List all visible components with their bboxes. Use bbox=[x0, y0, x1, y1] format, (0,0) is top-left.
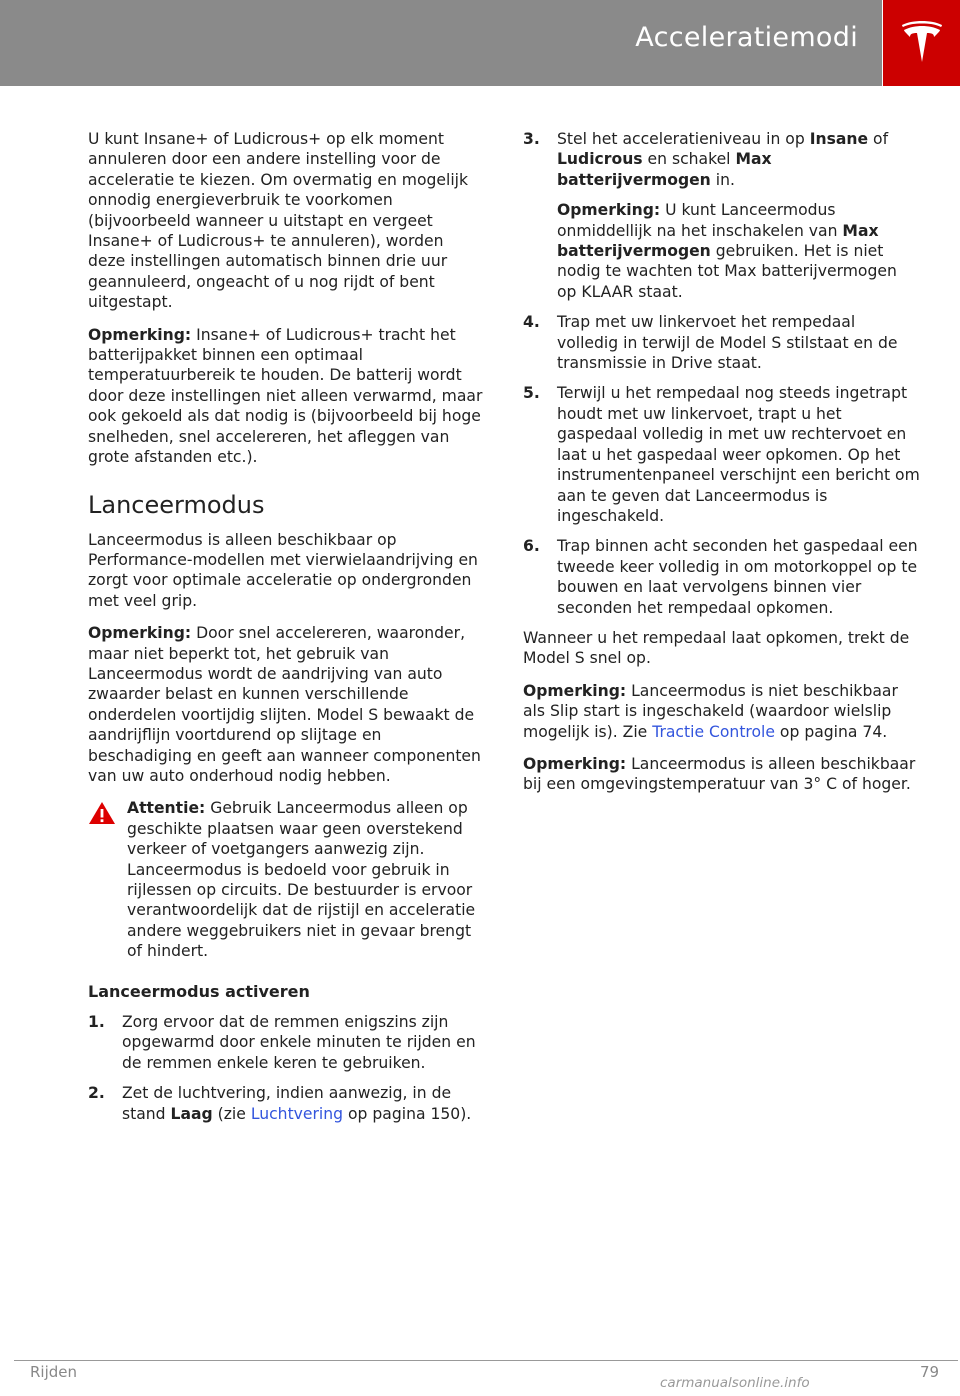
warning-triangle-icon bbox=[88, 801, 116, 825]
tesla-logo-icon bbox=[898, 18, 946, 68]
steps-list-continued bbox=[523, 129, 920, 618]
footer-page-number: 79 bbox=[920, 1363, 940, 1381]
note-paragraph: Opmerking: Lanceermodus is niet beschikbaar als Slip start is ingeschakeld (waardoor wielslip mogelijk is). Zie Tractie Controle op pagina 74. bbox=[523, 681, 898, 741]
list-item: 3. Stel het acceleratieniveau in op Insane of Ludicrous en schakel Max batterijvermogen in. Opmerking: U kunt Lanceermodus onmiddellijk na het inschakelen van Max batterijvermogen gebruiken. Het is niet nodig te wachten tot Max batterijvermogen op KLAAR staat. bbox=[523, 129, 920, 302]
luchtvering-link[interactable]: Luchtvering bbox=[250, 1104, 344, 1123]
tractie-controle-link[interactable]: Tractie Controle bbox=[652, 722, 775, 741]
note-paragraph: Opmerking: Insane+ of Ludicrous+ tracht het batterijpakket binnen een optimaal temperatuurbereik te houden. De batterij wordt door deze instellingen niet alleen verwarmd, maar ook gekoeld als dat nodig is (bijvoorbeeld bij hoge snelheden, snel accelereren, het afleggen van grote afstanden etc.). bbox=[88, 325, 483, 467]
subsection-heading: Lanceermodus activeren bbox=[88, 981, 310, 1001]
left-column bbox=[88, 129, 484, 1134]
note-label: Opmerking: bbox=[557, 201, 661, 220]
note-paragraph: Opmerking: Door snel accelereren, waaronder, maar niet beperkt tot, het gebruik van Lanceermodus wordt de aandrijving van auto zwaarder belast en kunnen verschillende onderdelen voortijdig slijten. Model S bewaakt de aandrijflijn voortdurend op slijtage en beschadiging en geeft aan wanneer componenten van uw auto onderhoud nodig hebben. bbox=[88, 624, 481, 785]
list-item: 1. Zorg ervoor dat de remmen enigszins zijn opgewarmd door enkele minuten te rijden en de remmen enkele keren te gebruiken. bbox=[88, 1013, 476, 1072]
brand-logo-box bbox=[883, 0, 960, 86]
page-title: Acceleratiemodi bbox=[635, 22, 858, 53]
page-header bbox=[0, 0, 882, 86]
list-item: 4. Trap met uw linkervoet het rempedaal volledig in terwijl de Model S stilstaat en de transmissie in Drive staat. bbox=[523, 313, 898, 373]
note-label: Opmerking: bbox=[88, 624, 192, 643]
intro-paragraph: U kunt Insane+ of Ludicrous+ op elk moment annuleren door een andere instelling voor de acceleratie te kiezen. Om overmatig en mogelijk onnodig energieverbruik te voorkomen (bijvoorbeeld wanneer u uitstapt en vergeet Insane+ of Ludicrous+ te annuleren), worden deze instellingen automatisch binnen drie uur geannuleerd, ongeacht of u nog rijdt of bent uitgestapt. bbox=[88, 130, 469, 312]
result-paragraph: Wanneer u het rempedaal laat opkomen, trekt de Model S snel op. bbox=[523, 628, 910, 668]
footer-section-name: Rijden bbox=[30, 1363, 78, 1381]
footer-divider bbox=[14, 1360, 958, 1361]
step-note: Opmerking: U kunt Lanceermodus onmiddellijk na het inschakelen van Max batterijvermogen gebruiken. Het is niet nodig te wachten tot Max batterijvermogen op KLAAR staat. bbox=[557, 201, 897, 301]
section-heading: Lanceermodus bbox=[88, 490, 265, 519]
warning-label: Attentie: bbox=[127, 799, 206, 818]
note-paragraph: Opmerking: Lanceermodus is alleen beschikbaar bij een omgevingstemperatuur van 3° C of hoger. bbox=[523, 754, 916, 794]
list-item: 5. Terwijl u het rempedaal nog steeds ingetrapt houdt met uw linkervoet, trapt u het gaspedaal volledig in met uw rechtervoet en laat u het gaspedaal weer opkomen. Op het instrumentenpaneel verschijnt een bericht om aan te geven dat Lanceermodus is ingeschakeld. bbox=[523, 384, 920, 525]
warning-block: Attentie: Gebruik Lanceermodus alleen op geschikte plaatsen waar geen overstekend verkeer of voetgangers aanwezig zijn. Lanceermodus is bedoeld voor gebruik in rijlessen op circuits. De bestuurder is ervoor verantwoordelijk dat de rijstijl en acceleratie andere weggebruikers niet in gevaar brengt of hindert. bbox=[88, 798, 484, 961]
steps-list bbox=[88, 1012, 484, 1124]
watermark: carmanualsonline.info bbox=[660, 1375, 810, 1391]
list-item: 2. Zet de luchtvering, indien aanwezig, in de stand Laag (zie Luchtvering op pagina 150). bbox=[88, 1084, 472, 1123]
note-label: Opmerking: bbox=[523, 681, 627, 700]
right-column bbox=[523, 129, 920, 807]
section-paragraph: Lanceermodus is alleen beschikbaar op Performance-modellen met vierwielaandrijving en zorgt voor optimale acceleratie op ondergronden met veel grip. bbox=[88, 530, 478, 610]
list-item: 6. Trap binnen acht seconden het gaspedaal een tweede keer volledig in om motorkoppel op te bouwen en laat vervolgens binnen vier seconden het rempedaal opkomen. bbox=[523, 537, 918, 617]
note-label: Opmerking: bbox=[88, 325, 192, 344]
note-label: Opmerking: bbox=[523, 754, 627, 773]
